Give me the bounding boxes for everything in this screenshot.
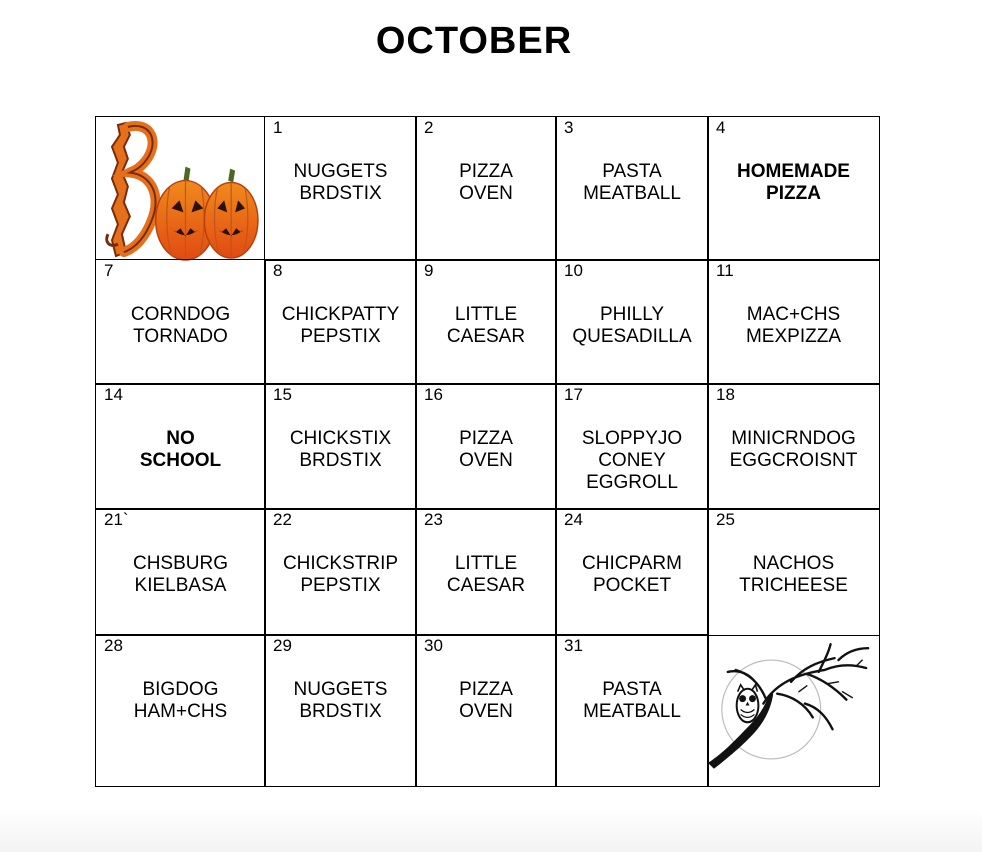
menu-item: PIZZA — [459, 679, 513, 700]
day-number: 21` — [104, 510, 129, 529]
calendar-grid — [95, 116, 880, 787]
menu-items — [265, 553, 416, 597]
menu-items — [708, 553, 879, 597]
day-number: 9 — [424, 261, 434, 280]
boo-pumpkins-icon — [96, 117, 266, 261]
menu-item: PASTA — [602, 161, 662, 182]
menu-items — [416, 428, 556, 472]
day-number: 1 — [273, 118, 283, 137]
menu-items — [265, 679, 416, 723]
menu-items — [416, 679, 556, 723]
menu-item: MEATBALL — [583, 183, 681, 204]
menu-item: OVEN — [459, 183, 513, 204]
menu-items — [556, 161, 708, 205]
day-cell — [415, 634, 557, 787]
menu-items — [96, 428, 265, 472]
day-number: 18 — [716, 385, 735, 404]
day-cell — [415, 116, 557, 261]
page-footer-band — [0, 808, 982, 852]
menu-item: KIELBASA — [134, 575, 227, 596]
menu-item: QUESADILLA — [572, 326, 692, 347]
menu-item: TORNADO — [133, 326, 228, 347]
menu-items — [708, 161, 879, 205]
day-cell — [707, 383, 880, 510]
menu-item: LITTLE — [454, 304, 518, 325]
day-cell — [555, 116, 709, 261]
menu-items — [265, 428, 416, 472]
menu-item: POCKET — [592, 575, 672, 596]
day-cell — [415, 508, 557, 636]
decoration-cell-owl — [707, 634, 880, 787]
day-cell — [264, 116, 417, 261]
menu-item: CHSBURG — [132, 553, 228, 574]
menu-items — [416, 161, 556, 205]
day-cell — [264, 508, 417, 636]
page-title: OCTOBER — [375, 20, 573, 62]
menu-item: TRICHEESE — [739, 575, 848, 596]
menu-item: PHILLY — [599, 304, 665, 325]
menu-item: MEATBALL — [583, 701, 681, 722]
menu-items — [708, 428, 879, 472]
day-number: 7 — [104, 261, 114, 280]
menu-item: OVEN — [459, 701, 513, 722]
menu-items — [556, 304, 708, 348]
menu-items — [96, 553, 265, 597]
menu-item: BRDSTIX — [299, 450, 382, 471]
day-number: 3 — [564, 118, 574, 137]
menu-items — [708, 304, 879, 348]
day-cell — [707, 259, 880, 385]
menu-item: NO — [166, 428, 195, 449]
menu-items — [265, 304, 416, 348]
menu-item: OVEN — [459, 450, 513, 471]
menu-item: CORNDOG — [130, 304, 231, 325]
day-cell — [555, 508, 709, 636]
menu-items — [556, 679, 708, 723]
menu-items — [96, 679, 265, 723]
menu-items — [416, 553, 556, 597]
day-cell — [555, 383, 709, 510]
menu-item: CHICPARM — [582, 553, 682, 574]
day-number: 4 — [716, 118, 726, 137]
menu-item: BIGDOG — [142, 679, 219, 700]
day-number: 14 — [104, 385, 123, 404]
day-number: 17 — [564, 385, 583, 404]
menu-item: EGGROLL — [586, 472, 678, 493]
menu-item: MAC+CHS — [746, 304, 841, 325]
menu-item: PEPSTIX — [300, 326, 381, 347]
menu-item: LITTLE — [454, 553, 518, 574]
menu-item: PEPSTIX — [300, 575, 381, 596]
menu-item: CHICKPATTY — [281, 304, 400, 325]
day-number: 2 — [424, 118, 434, 137]
day-cell — [95, 259, 266, 385]
menu-item: NACHOS — [752, 553, 835, 574]
day-number: 10 — [564, 261, 583, 280]
menu-item: NUGGETS — [293, 679, 388, 700]
menu-item: CAESAR — [446, 575, 526, 596]
menu-items — [416, 304, 556, 348]
day-number: 31 — [564, 636, 583, 655]
day-cell — [95, 634, 266, 787]
menu-item: CHICKSTIX — [289, 428, 392, 449]
day-number: 8 — [273, 261, 283, 280]
day-number: 28 — [104, 636, 123, 655]
day-cell — [555, 259, 709, 385]
menu-items — [556, 428, 708, 494]
day-cell — [264, 634, 417, 787]
menu-item: PIZZA — [766, 183, 821, 204]
day-cell — [415, 259, 557, 385]
day-number: 23 — [424, 510, 443, 529]
menu-item: PASTA — [602, 679, 662, 700]
day-cell — [264, 259, 417, 385]
day-cell — [707, 508, 880, 636]
day-cell — [707, 116, 880, 261]
menu-items — [265, 161, 416, 205]
day-cell — [555, 634, 709, 787]
day-cell — [264, 383, 417, 510]
day-number: 11 — [716, 261, 734, 280]
menu-item: PIZZA — [459, 161, 513, 182]
day-number: 15 — [273, 385, 292, 404]
menu-item: EGGCROISNT — [729, 450, 858, 471]
day-number: 25 — [716, 510, 735, 529]
menu-item: MINICRNDOG — [731, 428, 856, 449]
menu-item: MEXPIZZA — [745, 326, 841, 347]
menu-item: SCHOOL — [139, 450, 222, 471]
menu-item: CHICKSTRIP — [282, 553, 399, 574]
day-number: 24 — [564, 510, 583, 529]
day-number: 22 — [273, 510, 292, 529]
menu-item: HAM+CHS — [133, 701, 228, 722]
menu-item: BRDSTIX — [299, 183, 382, 204]
day-number: 30 — [424, 636, 443, 655]
menu-item: HOMEMADE — [737, 161, 850, 182]
day-number: 29 — [273, 636, 292, 655]
menu-item: NUGGETS — [293, 161, 388, 182]
day-cell — [95, 383, 266, 510]
menu-item: CONEY — [598, 450, 666, 471]
day-number: 16 — [424, 385, 443, 404]
menu-item: SLOPPYJO — [581, 428, 683, 449]
menu-item: BRDSTIX — [299, 701, 382, 722]
menu-items — [96, 304, 265, 348]
decoration-cell-boo — [95, 116, 266, 261]
day-cell — [415, 383, 557, 510]
day-cell — [95, 508, 266, 636]
menu-items — [556, 553, 708, 597]
owl-tree-icon — [708, 634, 879, 786]
menu-item: CAESAR — [446, 326, 526, 347]
menu-item: PIZZA — [459, 428, 513, 449]
